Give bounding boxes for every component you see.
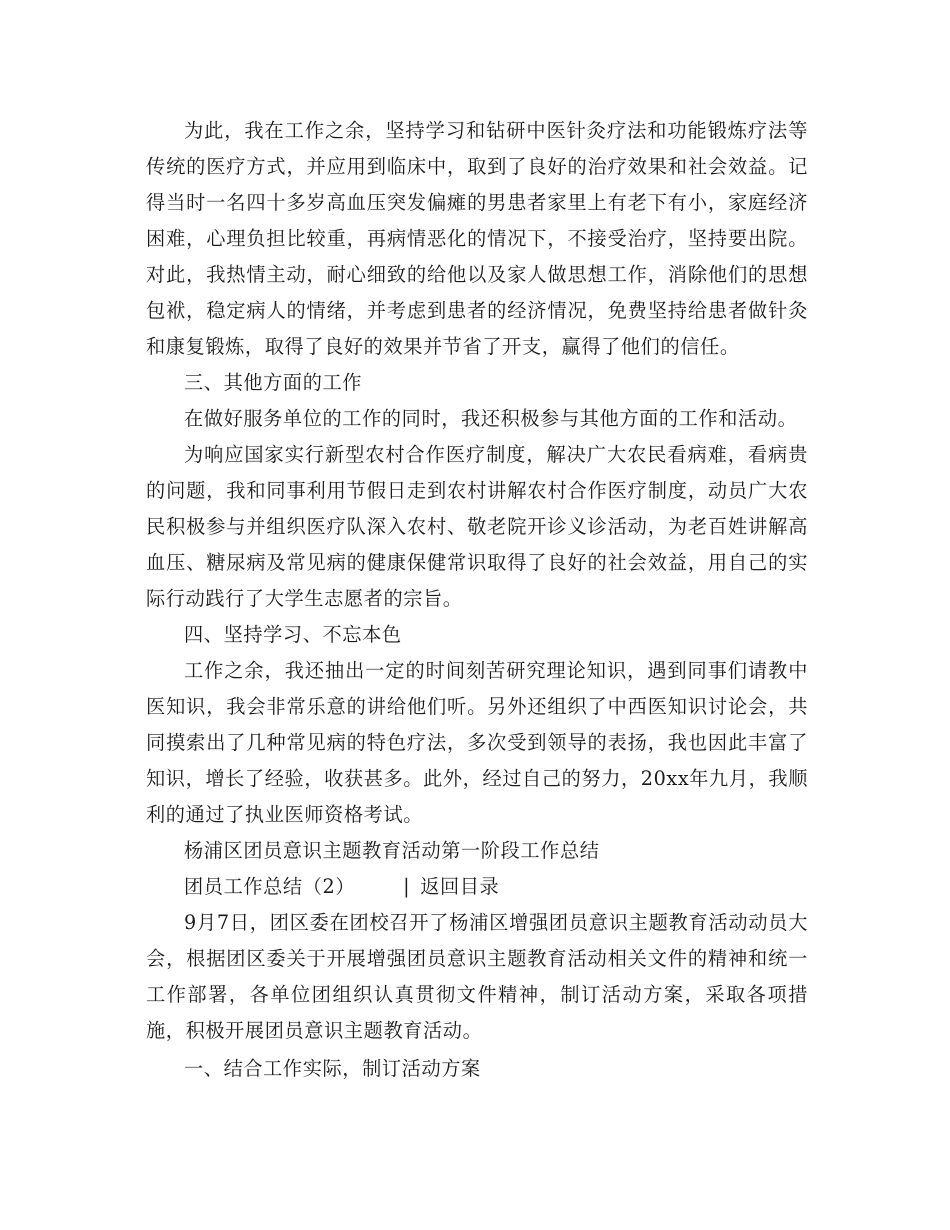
paragraph-mobilization-meeting: 9月7日，团区委在团校召开了杨浦区增强团员意识主题教育活动动员大会，根据团区委关于开展增强团员意识主题教育活动相关文件的精神和统一工作部署，各单位团组织认真贯彻文件精神，制订活动方案，采取各项措施，积极开展团员意识主题教育活动。	[146, 911, 808, 1042]
breadcrumb-nav	[146, 869, 808, 905]
nav-separator: |	[403, 875, 411, 898]
heading-other-work: 三、其他方面的工作	[184, 371, 363, 394]
heading-keep-learning: 四、坚持学习、不忘本色	[184, 623, 402, 646]
document-body	[146, 113, 808, 1087]
paragraph-other-activities: 在做好服务单位的工作的同时，我还积极参与其他方面的工作和活动。	[184, 407, 798, 430]
back-to-contents-link[interactable]: 返回目录	[420, 875, 500, 898]
nav-current-page: 团员工作总结（2）	[184, 875, 356, 898]
paragraph-learning-achievements: 工作之余，我还抽出一定的时间刻苦研究理论知识，遇到同事们请教中医知识，我会非常乐意的讲给他们听。另外还组织了中西医知识讨论会，共同摸索出了几种常见病的特色疗法，多次受到领导的表扬，我也因此丰富了知识，增长了经验，收获甚多。此外，经过自己的努力，20xx年九月，我顺利的通过了执业医师资格考试。	[146, 659, 808, 826]
paragraph-chinese-medicine-practice: 为此，我在工作之余，坚持学习和钻研中医针灸疗法和功能锻炼疗法等传统的医疗方式，并应用到临床中，取到了良好的治疗效果和社会效益。记得当时一名四十多岁高血压突发偏瘫的男患者家里上有老下有小，家庭经济困难，心理负担比较重，再病情恶化的情况下，不接受治疗，坚持要出院。对此，我热情主动，耐心细致的给他以及家人做思想工作，消除他们的思想包袱，稳定病人的情绪，并考虑到患者的经济情况，免费坚持给患者做针灸和康复锻炼，取得了良好的效果并节省了开支，赢得了他们的信任。	[146, 119, 808, 358]
paragraph-rural-cooperative-medical: 为响应国家实行新型农村合作医疗制度，解决广大农民看病难，看病贵的问题，我和同事利用节假日走到农村讲解农村合作医疗制度，动员广大农民积极参与并组织医疗队深入农村、敬老院开诊义诊活动，为老百姓讲解高血压、糖尿病及常见病的健康保健常识取得了良好的社会效益，用自己的实际行动践行了大学生志愿者的宗旨。	[146, 443, 808, 610]
article-title-yangpu: 杨浦区团员意识主题教育活动第一阶段工作总结	[184, 839, 600, 862]
heading-activity-plan: 一、结合工作实际，制订活动方案	[184, 1057, 481, 1080]
